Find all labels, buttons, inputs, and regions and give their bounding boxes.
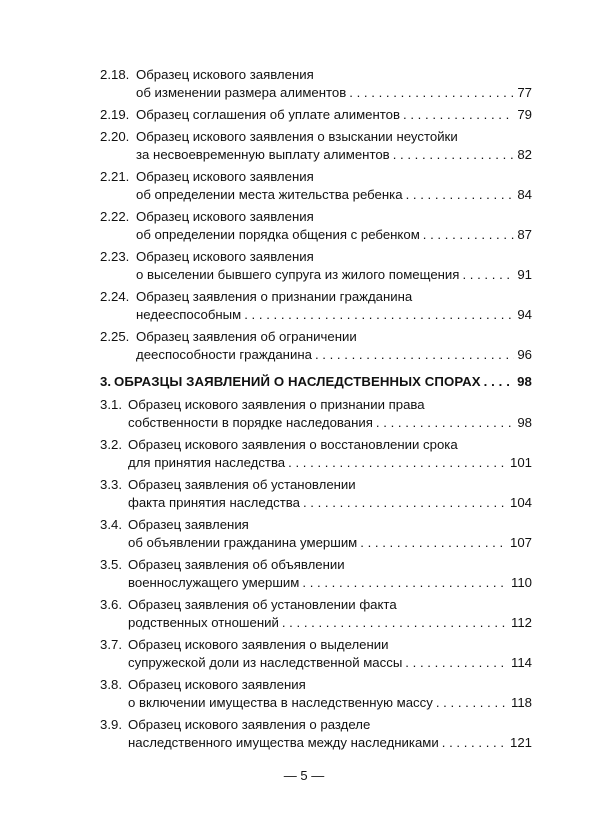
toc-entry[interactable] — [100, 676, 532, 712]
entry-page-number: 91 — [517, 267, 532, 282]
entry-number: 2.21. — [100, 169, 130, 184]
section-title: ОБРАЗЦЫ ЗАЯВЛЕНИЙ О НАСЛЕДСТВЕННЫХ СПОРАХ — [114, 374, 481, 389]
entry-number: 2.19. — [100, 107, 130, 122]
entry-body — [128, 636, 532, 672]
entry-title-line: Образец искового заявления о признании права — [128, 397, 425, 412]
entry-number: 3.1. — [100, 397, 122, 412]
dot-leader — [403, 106, 514, 124]
toc-entry[interactable] — [100, 396, 532, 432]
dot-leader — [360, 534, 507, 552]
toc-group-section-2 — [100, 66, 532, 364]
entry-number: 3.5. — [100, 557, 122, 572]
toc-entry[interactable] — [100, 556, 532, 592]
toc-entry[interactable] — [100, 168, 532, 204]
entry-title-line: об изменении размера алиментов — [136, 85, 347, 100]
entry-body — [128, 516, 532, 552]
entry-number: 2.18. — [100, 67, 130, 82]
entry-title-line: родственных отношений — [128, 615, 279, 630]
entry-page-number: 101 — [509, 455, 532, 470]
entry-number: 3.6. — [100, 597, 122, 612]
entry-last-line — [136, 146, 532, 164]
toc-entry[interactable] — [100, 596, 532, 632]
toc-entry[interactable] — [100, 516, 532, 552]
entry-body — [136, 106, 532, 124]
entry-number: 2.24. — [100, 289, 130, 304]
entry-title-line: факта принятия наследства — [128, 495, 300, 510]
entry-body — [136, 248, 532, 284]
entry-last-line — [128, 414, 532, 432]
entry-title-line: Образец искового заявления — [136, 209, 314, 224]
toc-entry[interactable] — [100, 208, 532, 244]
entry-title-line: военнослужащего умершим — [128, 575, 300, 590]
entry-title-line: о выселении бывшего супруга из жилого помещения — [136, 267, 460, 282]
entry-title-line: недееспособным — [136, 307, 242, 322]
entry-title-line: Образец заявления об установлении факта — [128, 597, 397, 612]
entry-title-line: Образец заявления о признании гражданина — [136, 289, 413, 304]
entry-last-line — [136, 226, 532, 244]
toc-entry[interactable] — [100, 248, 532, 284]
dot-leader — [376, 414, 514, 432]
toc-entry[interactable] — [100, 328, 532, 364]
entry-title-line: Образец искового заявления — [128, 677, 306, 692]
dot-leader — [442, 734, 507, 752]
entry-body — [128, 716, 532, 752]
entry-title-line: об определении порядка общения с ребенком — [136, 227, 420, 242]
entry-title-line: о включении имущества в наследственную массу — [128, 695, 433, 710]
entry-last-line — [136, 266, 532, 284]
entry-last-line — [136, 306, 532, 324]
section-number: 3. — [100, 374, 112, 389]
entry-page-number: 121 — [509, 735, 532, 750]
entry-title-line: Образец заявления — [128, 517, 249, 532]
entry-page-number: 104 — [509, 495, 532, 510]
dot-leader — [282, 614, 508, 632]
entry-last-line — [128, 454, 532, 472]
entry-number: 3.3. — [100, 477, 122, 492]
entry-number: 3.8. — [100, 677, 122, 692]
entry-page-number: 110 — [510, 575, 532, 590]
entry-page-number: 87 — [517, 227, 532, 242]
entry-page-number: 84 — [517, 187, 532, 202]
entry-page-number: 79 — [517, 107, 532, 122]
entry-page-number: 94 — [517, 307, 532, 322]
entry-last-line — [136, 346, 532, 364]
entry-number: 3.9. — [100, 717, 122, 732]
dot-leader — [349, 84, 514, 102]
entry-page-number: 114 — [510, 655, 532, 670]
dot-leader — [315, 346, 514, 364]
toc-entry[interactable] — [100, 476, 532, 512]
entry-title-line: Образец искового заявления о восстановлении срока — [128, 437, 458, 452]
dot-leader — [302, 574, 508, 592]
entry-last-line — [128, 574, 532, 592]
entry-page-number: 112 — [510, 615, 532, 630]
entry-title-line: Образец заявления об объявлении — [128, 557, 345, 572]
toc-entry[interactable] — [100, 436, 532, 472]
entry-title-line: об объявлении гражданина умершим — [128, 535, 358, 550]
entry-body — [128, 596, 532, 632]
entry-title-line: за несвоевременную выплату алиментов — [136, 147, 390, 162]
entry-title-line: Образец искового заявления о взыскании неустойки — [136, 129, 458, 144]
entry-body — [136, 288, 532, 324]
section-page-number: 98 — [517, 374, 532, 389]
entry-number: 3.2. — [100, 437, 122, 452]
table-of-contents — [100, 62, 532, 752]
entry-title-line: Образец искового заявления о выделении — [128, 637, 389, 652]
entry-title-line: об определении места жительства ребенка — [136, 187, 403, 202]
entry-page-number: 98 — [517, 415, 532, 430]
entry-last-line — [136, 186, 532, 204]
entry-last-line — [128, 734, 532, 752]
entry-title-line: для принятия наследства — [128, 455, 286, 470]
entry-last-line — [136, 84, 532, 102]
entry-title-line: супружеской доли из наследственной массы — [128, 655, 403, 670]
entry-last-line — [128, 654, 532, 672]
entry-last-line — [128, 494, 532, 512]
entry-title-line: наследственного имущества между наследниками — [128, 735, 439, 750]
entry-last-line — [128, 534, 532, 552]
entry-last-line — [136, 106, 532, 124]
toc-entry[interactable] — [100, 106, 532, 124]
entry-page-number: 82 — [517, 147, 532, 162]
entry-title-line: Образец заявления об установлении — [128, 477, 356, 492]
entry-page-number: 118 — [510, 695, 532, 710]
page-footer-number: — 5 — — [283, 768, 325, 783]
entry-title-line: Образец искового заявления — [136, 67, 314, 82]
dot-leader — [423, 226, 515, 244]
section-body — [114, 373, 532, 391]
entry-body — [128, 556, 532, 592]
entry-page-number: 77 — [517, 85, 532, 100]
entry-page-number: 107 — [509, 535, 532, 550]
toc-entry[interactable] — [100, 716, 532, 752]
toc-entry[interactable] — [100, 636, 532, 672]
entry-body — [128, 676, 532, 712]
entry-number: 2.25. — [100, 329, 130, 344]
entry-title-line: Образец соглашения об уплате алиментов — [136, 107, 401, 122]
toc-entry[interactable] — [100, 288, 532, 324]
entry-body — [136, 328, 532, 364]
entry-title-line: Образец искового заявления о разделе — [128, 717, 371, 732]
dot-leader — [462, 266, 514, 284]
entry-page-number: 96 — [517, 347, 532, 362]
entry-body — [128, 436, 532, 472]
entry-body — [128, 396, 532, 432]
section-line — [114, 373, 532, 391]
entry-number: 3.4. — [100, 517, 122, 532]
dot-leader — [405, 654, 508, 672]
entry-last-line — [128, 614, 532, 632]
dot-leader — [406, 186, 515, 204]
dot-leader — [393, 146, 515, 164]
entry-body — [136, 168, 532, 204]
entry-number: 3.7. — [100, 637, 122, 652]
entry-last-line — [128, 694, 532, 712]
entry-title-line: дееспособности гражданина — [136, 347, 312, 362]
entry-title-line: Образец искового заявления — [136, 169, 314, 184]
entry-body — [136, 208, 532, 244]
entry-number: 2.22. — [100, 209, 130, 224]
entry-body — [136, 128, 532, 164]
entry-title-line: собственности в порядке наследования — [128, 415, 373, 430]
entry-body — [128, 476, 532, 512]
toc-entry[interactable] — [100, 66, 532, 102]
entry-title-line: Образец заявления об ограничении — [136, 329, 357, 344]
entry-body — [136, 66, 532, 102]
toc-group-section-3 — [100, 396, 532, 752]
dot-leader — [288, 454, 507, 472]
dot-leader — [303, 494, 507, 512]
entry-number: 2.23. — [100, 249, 130, 264]
entry-number: 2.20. — [100, 129, 130, 144]
dot-leader — [436, 694, 508, 712]
toc-entry[interactable] — [100, 128, 532, 164]
dot-leader — [244, 306, 514, 324]
toc-section-heading[interactable] — [100, 373, 532, 391]
entry-title-line: Образец искового заявления — [136, 249, 314, 264]
dot-leader — [484, 373, 515, 391]
